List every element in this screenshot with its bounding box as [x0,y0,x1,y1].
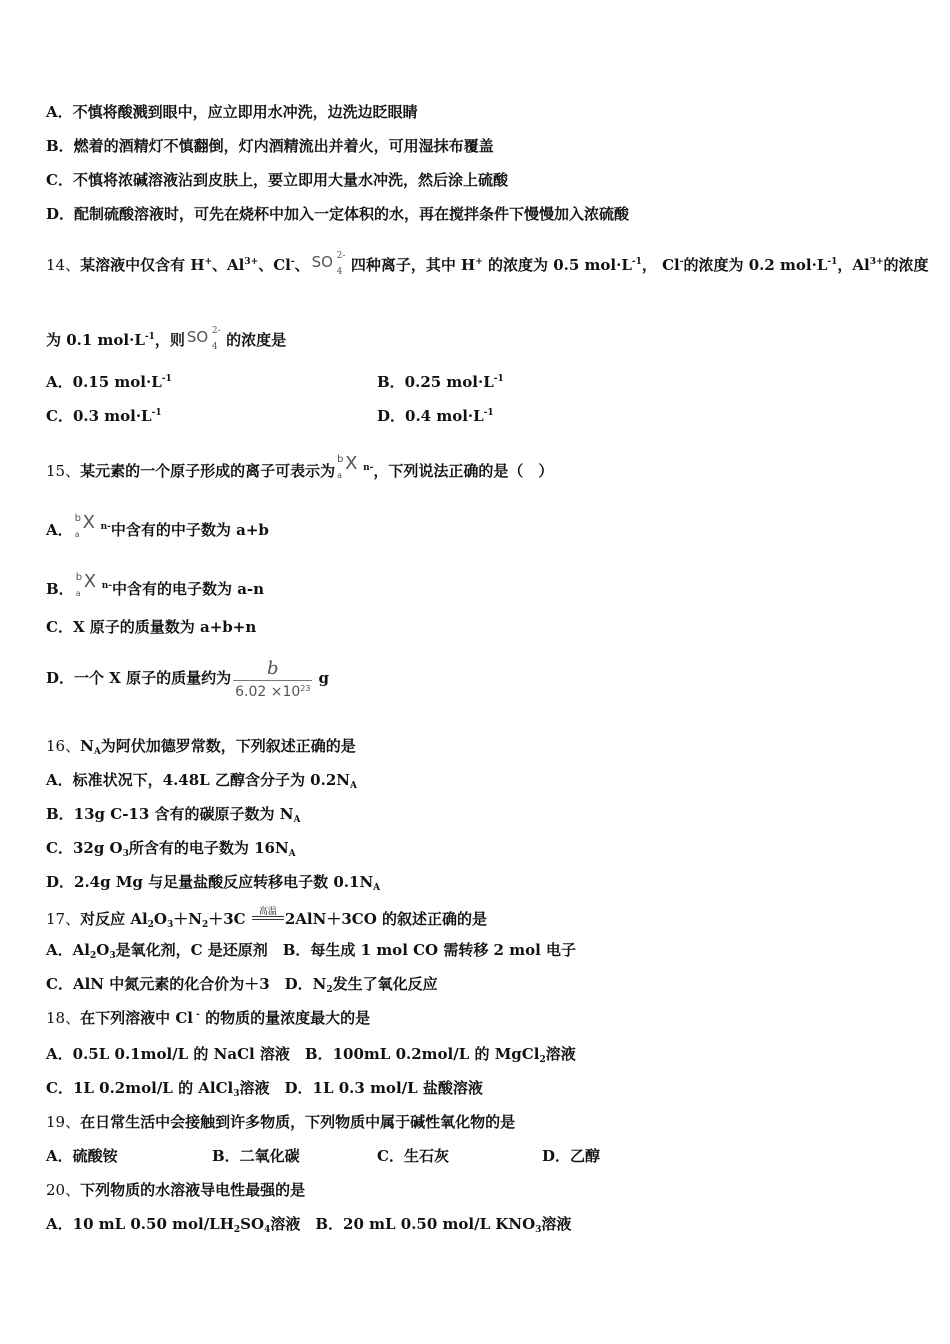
q18-option-ab: A．0.5L 0.1mol/L 的 NaCl 溶液 B．100mL 0.2mol/L 的 MgCl$_2$溶液 [46,1045,576,1065]
nuclide-symbol: b a X [74,512,95,539]
q13-option-a: A．不慎将酸溅到眼中，应立即用水冲洗，边洗边眨眼睛 [46,103,418,121]
q15-option-d: D．一个 X 原子的质量约为 $\frac{b}{6.02 \times 10^{23}}$ g [46,657,329,700]
mass-fraction: $\frac{b}{6.02 \times 10^{23}}$ [235,657,311,700]
q18-stem: 18、在下列溶液中 Cl - 的物质的量浓度最大的是 [46,1009,371,1027]
sulfate-formula: SO 2- 4 [186,326,221,352]
q19-stem: 19、在日常生活中会接触到许多物质，下列物质中属于碱性氧化物的是 [46,1113,516,1131]
q16-option-c: C．32g $O_3$所含有的电子数为 $16N_A$ [46,839,296,859]
q13-option-b: B．燃着的酒精灯不慎翻倒，灯内酒精流出并着火，可用湿抹布覆盖 [46,137,494,155]
q14-option-d: D．0.4 $mol\cdot L^{-1}$ [377,407,494,425]
nuclide-symbol: b a X [337,453,358,480]
q17-option-cd: C．AlN 中氮元素的化合价为＋3 D．$N_2$发生了氧化反应 [46,975,438,995]
q16-option-a: A．标准状况下，4.48L 乙醇含分子为 $0.2N_A$ [46,771,357,791]
q14-option-b: B．0.25 $mol\cdot L^{-1}$ [377,373,504,391]
q20-stem: 20、下列物质的水溶液导电性最强的是 [46,1181,306,1199]
q15-option-a: A． b a X $^{n-}$中含有的中子数为 a+b [46,512,269,539]
q18-option-cd: C．1L 0.2mol/L 的 AlCl$_3$溶液 D．1L 0.3 mol/L 盐酸溶液 [46,1079,483,1099]
q13-option-d: D．配制硫酸溶液时，可先在烧杯中加入一定体积的水，再在搅拌条件下慢慢加入浓硫酸 [46,205,630,223]
q19-option-c: C．生石灰 [377,1147,449,1165]
reaction-condition-arrow: 高温 [251,906,285,926]
q16-stem: 16、$N_A$为阿伏加德罗常数，下列叙述正确的是 [46,737,356,757]
q14-option-c: C．0.3 $mol\cdot L^{-1}$ [46,407,162,425]
q14-option-a: A．0.15 $mol\cdot L^{-1}$ [46,373,172,391]
q14-stem-line1: 14、某溶液中仅含有 H+、$Al^{3+}$、Cl-、 SO 2- 4 四种离子，其中 H+ 的浓度为 0.5 $mol\cdot L^{-1}$， Cl-的浓度为 0.2 $mol\cdot L^{-1}$，$Al^{3+}$的浓度 [46,251,929,277]
q19-option-a: A．硫酸铵 [46,1147,118,1165]
q19-option-b: B．二氧化碳 [212,1147,300,1165]
q15-option-b: B． b a X $^{n-}$中含有的电子数为 a-n [46,571,265,598]
q15-stem: 15、某元素的一个原子形成的离子可表示为 b a X $^{n-}$，下列说法正确的是（ ） [46,453,554,480]
q19-option-d: D．乙醇 [542,1147,601,1165]
q15-option-c: C．X 原子的质量数为 a+b+n [46,618,257,636]
q17-option-ab: A．$Al_2O_3$是氧化剂，C 是还原剂 B．每生成 1 mol CO 需转移 2 mol 电子 [46,941,577,961]
sulfate-formula: SO 2- 4 [311,251,346,277]
q16-option-b: B．13g C-13 含有的碳原子数为 $N_A$ [46,805,301,825]
nuclide-symbol: b a X [75,571,97,598]
q17-stem: 17、对反应 $Al_2O_3+N_2+3C$ 高温 2AlN＋3CO 的叙述正确的是 [46,907,488,930]
q16-option-d: D．2.4g Mg 与足量盐酸反应转移电子数 $0.1N_A$ [46,873,381,893]
q13-option-c: C．不慎将浓碱溶液沾到皮肤上，要立即用大量水冲洗，然后涂上硫酸 [46,171,508,189]
q20-option-ab: A．10 mL 0.50 mol/$LH_2SO_4$溶液 B．20 mL 0.50 mol/L $KNO_3$溶液 [46,1215,572,1235]
q14-stem-line2: 为 0.1 $mol\cdot L^{-1}$，则 SO 2- 4 的浓度是 [46,326,287,352]
